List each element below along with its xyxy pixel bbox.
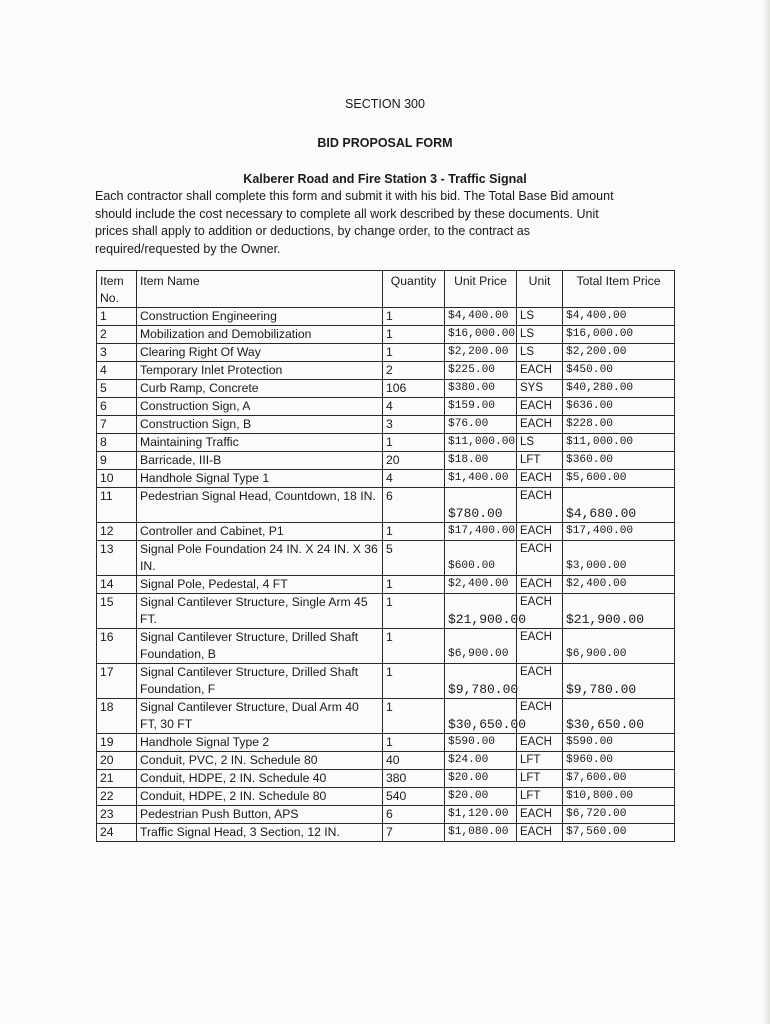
item-name-cell: Construction Sign, B bbox=[137, 416, 383, 434]
item-number-cell: 5 bbox=[97, 380, 137, 398]
table-row bbox=[97, 416, 675, 434]
total-price-cell: $21,900.00 bbox=[563, 594, 675, 629]
quantity-cell: 1 bbox=[383, 576, 445, 594]
table-row bbox=[97, 523, 675, 541]
total-price-cell: $590.00 bbox=[563, 734, 675, 752]
table-row bbox=[97, 770, 675, 788]
item-name-cell: Curb Ramp, Concrete bbox=[137, 380, 383, 398]
quantity-cell: 3 bbox=[383, 416, 445, 434]
unit-cell: EACH bbox=[517, 824, 563, 842]
item-name-cell: Barricade, III-B bbox=[137, 452, 383, 470]
quantity-cell: 20 bbox=[383, 452, 445, 470]
unit-cell: EACH bbox=[517, 470, 563, 488]
item-number-cell: 6 bbox=[97, 398, 137, 416]
header-unit: Unit bbox=[517, 271, 563, 308]
item-number-cell: 11 bbox=[97, 488, 137, 523]
unit-cell: EACH bbox=[517, 806, 563, 824]
total-price-cell: $4,680.00 bbox=[563, 488, 675, 523]
item-name-cell: Conduit, HDPE, 2 IN. Schedule 80 bbox=[137, 788, 383, 806]
total-price-cell: $2,400.00 bbox=[563, 576, 675, 594]
item-name-cell: Signal Pole Foundation 24 IN. X 24 IN. X 36 IN. bbox=[137, 541, 383, 576]
table-row bbox=[97, 576, 675, 594]
unit-price-cell: $6,900.00 bbox=[445, 629, 517, 664]
intro-paragraph bbox=[95, 188, 660, 258]
quantity-cell: 4 bbox=[383, 470, 445, 488]
item-number-cell: 24 bbox=[97, 824, 137, 842]
table-row bbox=[97, 629, 675, 664]
quantity-cell: 6 bbox=[383, 488, 445, 523]
table-row bbox=[97, 380, 675, 398]
intro-line: should include the cost necessary to complete all work described by these documents. Unit bbox=[95, 206, 599, 221]
header-quantity: Quantity bbox=[383, 271, 445, 308]
item-number-cell: 18 bbox=[97, 699, 137, 734]
total-price-cell: $30,650.00 bbox=[563, 699, 675, 734]
item-number-cell: 20 bbox=[97, 752, 137, 770]
table-row bbox=[97, 806, 675, 824]
unit-price-cell: $1,400.00 bbox=[445, 470, 517, 488]
table-row bbox=[97, 344, 675, 362]
unit-price-cell: $380.00 bbox=[445, 380, 517, 398]
quantity-cell: 540 bbox=[383, 788, 445, 806]
table-row bbox=[97, 398, 675, 416]
item-name-cell: Signal Cantilever Structure, Drilled Shaft Foundation, B bbox=[137, 629, 383, 664]
quantity-cell: 1 bbox=[383, 629, 445, 664]
total-price-cell: $9,780.00 bbox=[563, 664, 675, 699]
item-name-cell: Signal Cantilever Structure, Drilled Shaft Foundation, F bbox=[137, 664, 383, 699]
intro-line: Each contractor shall complete this form and submit it with his bid. The Total Base Bid amount bbox=[95, 189, 614, 203]
unit-cell: LFT bbox=[517, 788, 563, 806]
item-name-cell: Signal Cantilever Structure, Dual Arm 40 FT, 30 FT bbox=[137, 699, 383, 734]
item-number-cell: 15 bbox=[97, 594, 137, 629]
table-row bbox=[97, 541, 675, 576]
total-price-cell: $5,600.00 bbox=[563, 470, 675, 488]
unit-cell: EACH bbox=[517, 523, 563, 541]
item-name-cell: Controller and Cabinet, P1 bbox=[137, 523, 383, 541]
item-name-cell: Maintaining Traffic bbox=[137, 434, 383, 452]
item-number-cell: 3 bbox=[97, 344, 137, 362]
unit-price-cell: $600.00 bbox=[445, 541, 517, 576]
unit-cell: EACH bbox=[517, 398, 563, 416]
unit-price-cell: $9,780.00 bbox=[445, 664, 517, 699]
item-number-cell: 2 bbox=[97, 326, 137, 344]
quantity-cell: 6 bbox=[383, 806, 445, 824]
item-number-cell: 19 bbox=[97, 734, 137, 752]
table-row bbox=[97, 752, 675, 770]
table-row bbox=[97, 362, 675, 380]
unit-price-cell: $590.00 bbox=[445, 734, 517, 752]
quantity-cell: 1 bbox=[383, 308, 445, 326]
unit-cell: EACH bbox=[517, 416, 563, 434]
quantity-cell: 4 bbox=[383, 398, 445, 416]
item-number-cell: 17 bbox=[97, 664, 137, 699]
total-price-cell: $450.00 bbox=[563, 362, 675, 380]
unit-price-cell: $1,080.00 bbox=[445, 824, 517, 842]
table-header-row bbox=[97, 271, 675, 308]
unit-price-cell: $20.00 bbox=[445, 788, 517, 806]
unit-price-cell: $2,400.00 bbox=[445, 576, 517, 594]
quantity-cell: 380 bbox=[383, 770, 445, 788]
item-name-cell: Pedestrian Signal Head, Countdown, 18 IN. bbox=[137, 488, 383, 523]
unit-price-cell: $1,120.00 bbox=[445, 806, 517, 824]
unit-cell: LS bbox=[517, 344, 563, 362]
unit-price-cell: $76.00 bbox=[445, 416, 517, 434]
unit-price-cell: $17,400.00 bbox=[445, 523, 517, 541]
total-price-cell: $10,800.00 bbox=[563, 788, 675, 806]
item-name-cell: Construction Sign, A bbox=[137, 398, 383, 416]
table-row bbox=[97, 594, 675, 629]
total-price-cell: $16,000.00 bbox=[563, 326, 675, 344]
header-item-name: Item Name bbox=[137, 271, 383, 308]
quantity-cell: 1 bbox=[383, 326, 445, 344]
unit-price-cell: $11,000.00 bbox=[445, 434, 517, 452]
unit-cell: EACH bbox=[517, 576, 563, 594]
item-number-cell: 1 bbox=[97, 308, 137, 326]
table-row bbox=[97, 326, 675, 344]
table-row bbox=[97, 470, 675, 488]
total-price-cell: $17,400.00 bbox=[563, 523, 675, 541]
total-price-cell: $360.00 bbox=[563, 452, 675, 470]
unit-cell: EACH bbox=[517, 362, 563, 380]
bid-table-body bbox=[97, 308, 675, 842]
quantity-cell: 106 bbox=[383, 380, 445, 398]
unit-cell: EACH bbox=[517, 488, 563, 523]
table-row bbox=[97, 434, 675, 452]
item-number-cell: 16 bbox=[97, 629, 137, 664]
quantity-cell: 1 bbox=[383, 734, 445, 752]
unit-price-cell: $4,400.00 bbox=[445, 308, 517, 326]
item-name-cell: Signal Cantilever Structure, Single Arm 45 FT. bbox=[137, 594, 383, 629]
unit-price-cell: $16,000.00 bbox=[445, 326, 517, 344]
unit-price-cell: $21,900.00 bbox=[445, 594, 517, 629]
unit-cell: LFT bbox=[517, 452, 563, 470]
form-title: BID PROPOSAL FORM bbox=[317, 136, 453, 150]
unit-cell: SYS bbox=[517, 380, 563, 398]
header-unit-price: Unit Price bbox=[445, 271, 517, 308]
unit-cell: LS bbox=[517, 308, 563, 326]
intro-line: prices shall apply to addition or deductions, by change order, to the contract as bbox=[95, 224, 530, 238]
unit-cell: EACH bbox=[517, 629, 563, 664]
table-row bbox=[97, 734, 675, 752]
total-price-cell: $636.00 bbox=[563, 398, 675, 416]
total-price-cell: $2,200.00 bbox=[563, 344, 675, 362]
item-name-cell: Clearing Right Of Way bbox=[137, 344, 383, 362]
unit-cell: LFT bbox=[517, 770, 563, 788]
table-row bbox=[97, 452, 675, 470]
item-number-cell: 9 bbox=[97, 452, 137, 470]
table-row bbox=[97, 308, 675, 326]
unit-price-cell: $24.00 bbox=[445, 752, 517, 770]
unit-cell: LS bbox=[517, 326, 563, 344]
quantity-cell: 1 bbox=[383, 699, 445, 734]
intro-line: required/requested by the Owner. bbox=[95, 241, 281, 256]
total-price-cell: $960.00 bbox=[563, 752, 675, 770]
total-price-cell: $11,000.00 bbox=[563, 434, 675, 452]
header-total-price: Total Item Price bbox=[563, 271, 675, 308]
item-number-cell: 14 bbox=[97, 576, 137, 594]
unit-price-cell: $30,650.00 bbox=[445, 699, 517, 734]
total-price-cell: $6,720.00 bbox=[563, 806, 675, 824]
header-item-no: Item No. bbox=[97, 271, 137, 308]
quantity-cell: 1 bbox=[383, 344, 445, 362]
unit-cell: EACH bbox=[517, 541, 563, 576]
scan-edge-shadow bbox=[762, 0, 770, 1024]
total-price-cell: $3,000.00 bbox=[563, 541, 675, 576]
unit-cell: EACH bbox=[517, 734, 563, 752]
item-name-cell: Handhole Signal Type 1 bbox=[137, 470, 383, 488]
total-price-cell: $228.00 bbox=[563, 416, 675, 434]
quantity-cell: 1 bbox=[383, 664, 445, 699]
unit-cell: EACH bbox=[517, 594, 563, 629]
quantity-cell: 5 bbox=[383, 541, 445, 576]
item-number-cell: 23 bbox=[97, 806, 137, 824]
item-number-cell: 7 bbox=[97, 416, 137, 434]
total-price-cell: $40,280.00 bbox=[563, 380, 675, 398]
total-price-cell: $7,600.00 bbox=[563, 770, 675, 788]
section-heading: SECTION 300 bbox=[345, 97, 425, 111]
quantity-cell: 1 bbox=[383, 523, 445, 541]
table-row bbox=[97, 788, 675, 806]
unit-price-cell: $225.00 bbox=[445, 362, 517, 380]
item-name-cell: Construction Engineering bbox=[137, 308, 383, 326]
unit-cell: EACH bbox=[517, 664, 563, 699]
item-name-cell: Conduit, HDPE, 2 IN. Schedule 40 bbox=[137, 770, 383, 788]
project-title: Kalberer Road and Fire Station 3 - Traffic Signal bbox=[243, 172, 527, 186]
table-row bbox=[97, 664, 675, 699]
item-name-cell: Mobilization and Demobilization bbox=[137, 326, 383, 344]
total-price-cell: $6,900.00 bbox=[563, 629, 675, 664]
item-number-cell: 12 bbox=[97, 523, 137, 541]
table-row bbox=[97, 699, 675, 734]
item-number-cell: 22 bbox=[97, 788, 137, 806]
quantity-cell: 1 bbox=[383, 434, 445, 452]
bid-table bbox=[96, 270, 675, 842]
item-number-cell: 8 bbox=[97, 434, 137, 452]
item-name-cell: Handhole Signal Type 2 bbox=[137, 734, 383, 752]
quantity-cell: 40 bbox=[383, 752, 445, 770]
unit-price-cell: $20.00 bbox=[445, 770, 517, 788]
unit-cell: EACH bbox=[517, 699, 563, 734]
unit-price-cell: $2,200.00 bbox=[445, 344, 517, 362]
quantity-cell: 2 bbox=[383, 362, 445, 380]
quantity-cell: 7 bbox=[383, 824, 445, 842]
item-number-cell: 21 bbox=[97, 770, 137, 788]
table-row bbox=[97, 824, 675, 842]
item-name-cell: Traffic Signal Head, 3 Section, 12 IN. bbox=[137, 824, 383, 842]
unit-cell: LFT bbox=[517, 752, 563, 770]
item-number-cell: 10 bbox=[97, 470, 137, 488]
unit-price-cell: $780.00 bbox=[445, 488, 517, 523]
unit-cell: LS bbox=[517, 434, 563, 452]
unit-price-cell: $159.00 bbox=[445, 398, 517, 416]
total-price-cell: $7,560.00 bbox=[563, 824, 675, 842]
item-number-cell: 4 bbox=[97, 362, 137, 380]
quantity-cell: 1 bbox=[383, 594, 445, 629]
item-number-cell: 13 bbox=[97, 541, 137, 576]
item-name-cell: Conduit, PVC, 2 IN. Schedule 80 bbox=[137, 752, 383, 770]
total-price-cell: $4,400.00 bbox=[563, 308, 675, 326]
item-name-cell: Pedestrian Push Button, APS bbox=[137, 806, 383, 824]
unit-price-cell: $18.00 bbox=[445, 452, 517, 470]
table-row bbox=[97, 488, 675, 523]
item-name-cell: Signal Pole, Pedestal, 4 FT bbox=[137, 576, 383, 594]
item-name-cell: Temporary Inlet Protection bbox=[137, 362, 383, 380]
